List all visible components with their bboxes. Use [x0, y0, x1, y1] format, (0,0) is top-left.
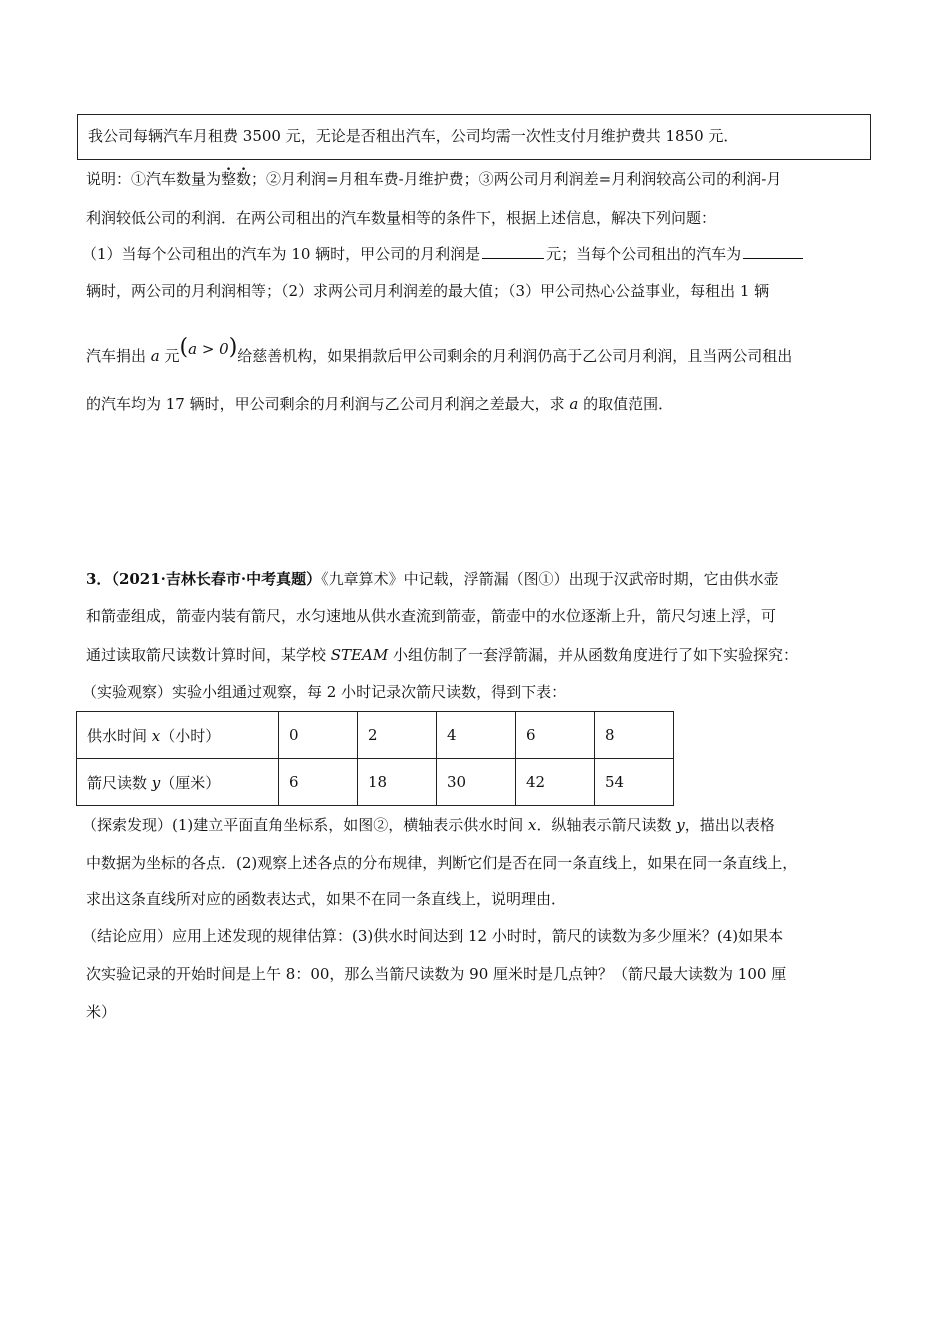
table-cell: 30	[437, 759, 516, 806]
row-header: 供水时间 x（小时）	[77, 712, 279, 759]
answer-blank[interactable]	[743, 246, 803, 259]
problem-3-line-4: （实验观察）实验小组通过观察，每 2 小时记录次箭尺读数，得到下表：	[82, 683, 567, 701]
table-cell: 2	[358, 712, 437, 759]
problem-source: （2021·吉林长春市·中考真题）	[111, 570, 322, 588]
table-cell: 6	[279, 759, 358, 806]
table-row	[77, 759, 674, 806]
conclusion-line-1: （结论应用）应用上述发现的规律估算：(3)供水时间达到 12 小时时，箭尺的读数为多少厘米？(4)如果本	[82, 927, 784, 945]
row-header: 箭尺读数 y（厘米）	[77, 759, 279, 806]
table-cell: 54	[595, 759, 674, 806]
question-3-line-1: 汽车捐出 a 元(a > 0)给慈善机构，如果捐款后甲公司剩余的月利润仍高于乙公司月利润，且当两公司租出	[86, 335, 793, 365]
table-cell: 42	[516, 759, 595, 806]
table-cell: 18	[358, 759, 437, 806]
table-cell: 4	[437, 712, 516, 759]
answer-blank[interactable]	[482, 246, 544, 259]
emphasis-dot-char: 整	[221, 170, 237, 188]
table-cell: 8	[595, 712, 674, 759]
conclusion-line-3: 米）	[86, 1003, 117, 1021]
question-1-line: （1）当每个公司租出的汽车为 10 辆时，甲公司的月利润是 元；当每个公司租出的汽车为	[82, 243, 805, 264]
explore-line-2: 中数据为坐标的各点．(2)观察上述各点的分布规律，判断它们是否在同一条直线上，如果在同一条直线上，	[86, 854, 798, 872]
problem-3-line-3: 通过读取箭尺读数计算时间，某学校 STEAM 小组仿制了一套浮箭漏，并从函数角度进行了如下实验探究：	[86, 646, 798, 664]
explore-line-3: 求出这条直线所对应的函数表达式，如果不在同一条直线上，说明理由．	[86, 890, 567, 908]
data-table	[76, 711, 674, 806]
explain-line-2: 利润较低公司的利润．在两公司租出的汽车数量相等的条件下，根据上述信息，解决下列问题：	[86, 209, 717, 227]
explain-line-1: 说明：①汽车数量为整数；②月利润=月租车费-月维护费；③两公司月利润差=月利润较高公司的利润-月	[86, 170, 782, 188]
rent-info-box	[77, 114, 871, 160]
question-3-line-2: 的汽车均为 17 辆时，甲公司剩余的月利润与乙公司月利润之差最大，求 a 的取值范围．	[86, 395, 674, 413]
rent-info-text: 我公司每辆汽车月租费 3500 元，无论是否租出汽车，公司均需一次性支付月维护费共 1850 元．	[88, 127, 739, 145]
question-1-line-2: 辆时，两公司的月利润相等；（2）求两公司月利润差的最大值；（3）甲公司热心公益事业，每租出 1 辆	[86, 282, 770, 300]
problem-number: 3．	[86, 570, 112, 588]
problem-3-line-2: 和箭壶组成，箭壶内装有箭尺，水匀速地从供水查流到箭壶，箭壶中的水位逐渐上升，箭尺匀速上浮，可	[86, 607, 777, 625]
table-cell: 0	[279, 712, 358, 759]
emphasis-dot-char: 数	[236, 170, 252, 188]
conclusion-line-2: 次实验记录的开始时间是上午 8：00，那么当箭尺读数为 90 厘米时是几点钟？（箭尺最大读数为 100 厘	[86, 965, 787, 983]
explore-line-1: （探索发现）(1)建立平面直角坐标系，如图②，横轴表示供水时间 x．纵轴表示箭尺读数 y，描出以表格	[82, 816, 775, 834]
problem-3-line-1: 3．（2021·吉林长春市·中考真题）《九章算术》中记载，浮箭漏（图①）出现于汉武帝时期，它由供水壶	[86, 570, 779, 588]
table-row	[77, 712, 674, 759]
table-cell: 6	[516, 712, 595, 759]
